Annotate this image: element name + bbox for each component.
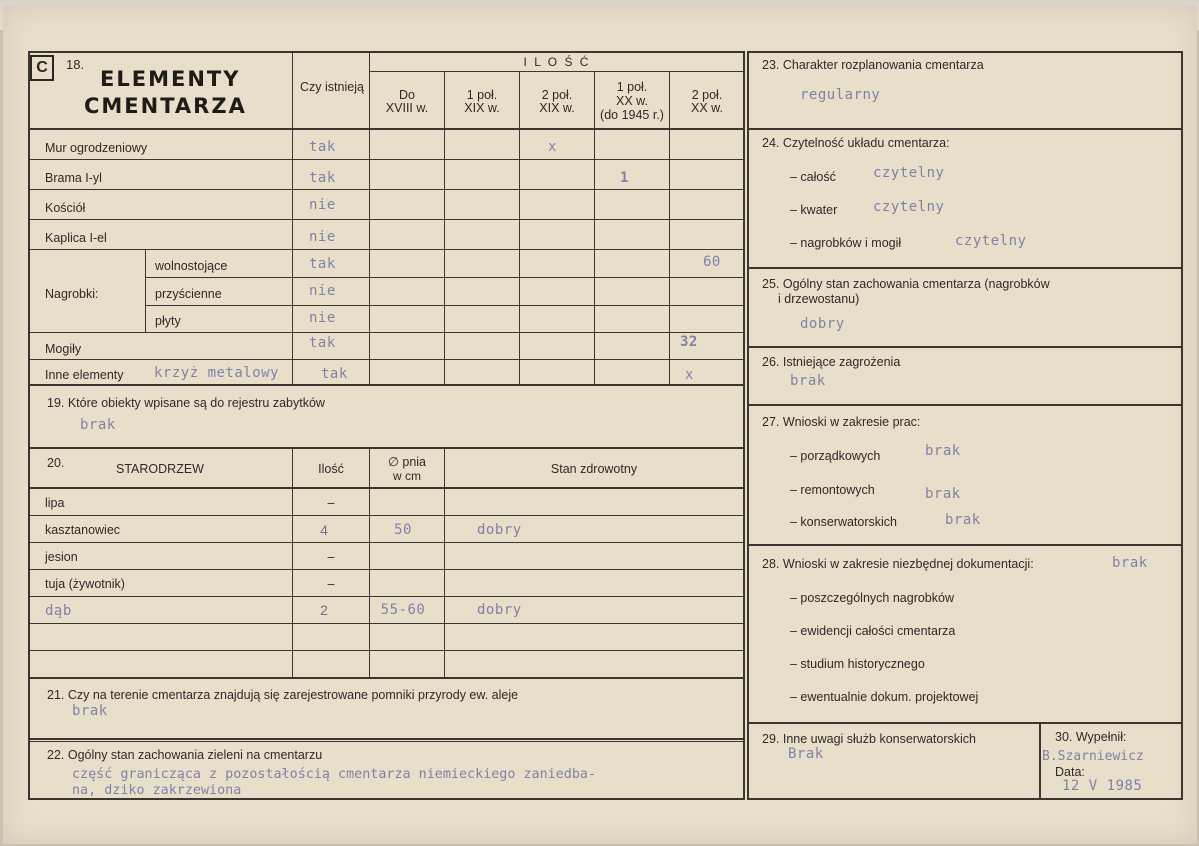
s20-tree-ilosc: 4 [320, 522, 328, 538]
s20-tree-ilosc: – [327, 496, 335, 510]
s18-title-line1: ELEMENTY [100, 67, 241, 91]
s24-bottom-line [747, 267, 1183, 269]
s24-nagrobkow-label: – nagrobków i mogił [790, 236, 902, 250]
s18-czy-value: nie [309, 197, 336, 213]
s18-col-2p19-b: XIX w. [539, 101, 575, 115]
s27-label: 27. Wnioski w zakresie prac: [762, 415, 921, 429]
s18-mark: 1 [620, 170, 629, 186]
s24-kwater-label: – kwater [790, 203, 838, 217]
s20-row-line [28, 569, 745, 570]
s18-czy-value: tak [309, 335, 336, 351]
s29-value: Brak [788, 746, 824, 762]
s26-value: brak [790, 373, 826, 389]
s27-bottom-line [747, 544, 1183, 546]
s18-number: 18. [66, 57, 85, 72]
frame-bottom-right [747, 798, 1183, 800]
frame-middle [743, 51, 745, 800]
s18-vline-1 [292, 51, 293, 384]
s30-date-label: Data: [1055, 765, 1085, 779]
s18-czy-value: nie [309, 229, 336, 245]
frame-right [1181, 51, 1183, 800]
s20-row-line [28, 542, 745, 543]
s18-vline-4 [519, 72, 520, 384]
s28-label: 28. Wnioski w zakresie niezbędnej dokumentacji: [762, 557, 1034, 571]
s30-name: B.Szarniewicz [1042, 749, 1144, 764]
s18-row-label: Kaplica I-el [45, 231, 107, 245]
s18-row-line [28, 332, 745, 333]
s23-bottom-line [747, 128, 1183, 130]
s18-row-line [28, 219, 745, 220]
s18-col-1p19-b: XIX w. [464, 101, 500, 115]
frame-top-right [747, 51, 1183, 53]
s20-bottom-line [28, 677, 745, 679]
s27-porz-label: – porządkowych [790, 449, 881, 463]
s27-porz-value: brak [925, 443, 961, 459]
s20-row-line [28, 623, 745, 624]
s18-row-label: Inne elementy [45, 368, 124, 382]
s20-tree-stan: dobry [477, 602, 522, 618]
s24-calosc-value: czytelny [873, 165, 945, 181]
s18-row-line [145, 305, 745, 306]
s22-value-line1: część granicząca z pozostałością cmentarza niemieckiego zaniedba- [72, 767, 597, 782]
s18-col-ilosc: I L O Ś Ć [523, 55, 591, 69]
s20-col-pnia-a: ∅ pnia [388, 455, 426, 469]
s19-bottom-line [28, 447, 745, 449]
s18-col-1p20-a: 1 poł. [616, 80, 648, 94]
s20-row-line [28, 515, 745, 516]
s26-label: 26. Istniejące zagrożenia [762, 355, 901, 369]
s18-mark: 60 [703, 254, 721, 270]
s18-czy-value: nie [309, 283, 336, 299]
s18-nagrobki-divider [145, 249, 146, 332]
s20-tree-name: jesion [45, 550, 78, 564]
s20-row-line [28, 596, 745, 597]
s18-row-label: przyścienne [155, 287, 222, 301]
s20-tree-pnia: 50 [394, 522, 412, 538]
s20-tree-name: tuja (żywotnik) [45, 577, 125, 591]
s20-tree-name: dąb [45, 603, 72, 619]
section-letter-box: C [30, 55, 54, 81]
s24-label: 24. Czytelność układu cmentarza: [762, 136, 950, 150]
s18-czy-value: tak [309, 170, 336, 186]
s21-bottom-line-2 [28, 741, 745, 742]
s18-title-line2: CMENTARZA [84, 94, 247, 118]
s25-bottom-line [747, 346, 1183, 348]
s20-row-line [28, 650, 745, 651]
s28-bottom-line [747, 722, 1183, 724]
s19-value: brak [80, 417, 116, 433]
s30-label: 30. Wypełnił: [1055, 730, 1127, 744]
s20-header-bottom [28, 487, 745, 489]
s18-vline-6 [669, 72, 670, 384]
s18-nagrobki-label: Nagrobki: [45, 287, 99, 301]
s18-czy-value: nie [309, 310, 336, 326]
s18-row-label: Kościół [45, 201, 86, 215]
s18-mark: 32 [680, 334, 698, 350]
inventory-card [3, 6, 1197, 844]
s18-vline-3 [444, 72, 445, 384]
s20-tree-name: lipa [45, 496, 65, 510]
s20-tree-stan: dobry [477, 522, 522, 538]
s18-col-2p20-b: XX w. [691, 101, 723, 115]
s18-col-2p19-a: 2 poł. [541, 88, 573, 102]
s18-row-label: płyty [155, 314, 181, 328]
s25-value: dobry [800, 316, 845, 332]
s20-number: 20. [47, 456, 65, 470]
s20-col-stan: Stan zdrowotny [550, 462, 638, 476]
s20-vline-3 [444, 449, 445, 678]
frame-right-left [747, 51, 749, 800]
s28-item: – ewidencji całości cmentarza [790, 624, 956, 638]
s18-row-label: Mur ogrodzeniowy [45, 141, 148, 155]
s24-nagrobkow-value: czytelny [955, 233, 1027, 249]
s29-s30-divider [1039, 722, 1041, 799]
s18-col-do18-b: XVIII w. [385, 101, 429, 115]
s18-row-line [28, 189, 745, 190]
s28-item: – ewentualnie dokum. projektowej [790, 690, 979, 704]
s20-tree-name: kasztanowiec [45, 523, 121, 537]
s18-row-label: Mogiły [45, 342, 82, 356]
s18-inne-typed: krzyż metalowy [154, 365, 280, 381]
s23-value: regularny [800, 87, 881, 103]
frame-left [28, 51, 30, 800]
s18-col-czy: Czy istnieją [300, 80, 364, 94]
s18-col-do18-a: Do [399, 88, 415, 102]
s22-value-line2: na, dziko zakrzewiona [72, 783, 242, 798]
s23-label: 23. Charakter rozplanowania cmentarza [762, 58, 984, 72]
s28-item: – poszczególnych nagrobków [790, 591, 954, 605]
s18-czy-value: tak [309, 139, 336, 155]
s20-title: STARODRZEW [116, 462, 204, 476]
s19-label: 19. Które obiekty wpisane są do rejestru zabytków [47, 396, 325, 410]
s25-label-line1: 25. Ogólny stan zachowania cmentarza (nagrobków [762, 277, 1050, 291]
s30-date: 12 V 1985 [1062, 778, 1143, 794]
s18-ilosc-underline [369, 71, 745, 72]
s18-row-line [28, 359, 745, 360]
s27-kons-label: – konserwatorskich [790, 515, 897, 529]
s20-tree-pnia: 55-60 [380, 602, 426, 618]
s18-col-1p20-c: (do 1945 r.) [600, 108, 664, 122]
s25-label-line2: i drzewostanu) [778, 292, 860, 306]
s20-vline-2 [369, 449, 370, 678]
s20-tree-ilosc: – [327, 550, 335, 564]
s18-row-line [28, 249, 745, 250]
s27-rem-label: – remontowych [790, 483, 875, 497]
s18-czy-value: tak [321, 366, 348, 382]
s27-rem-value: brak [925, 486, 961, 502]
s18-row-line [28, 159, 745, 160]
s20-col-ilosc: Ilość [318, 462, 344, 476]
s18-row-label: wolnostojące [155, 259, 228, 273]
s18-col-2p20-a: 2 poł. [691, 88, 723, 102]
s18-mark: x [685, 367, 694, 383]
s21-label: 21. Czy na terenie cmentarza znajdują się zarejestrowane pomniki przyrody ew. aleje [47, 688, 519, 702]
s18-row-line [145, 277, 745, 278]
s18-bottom-line [28, 384, 745, 386]
s27-kons-value: brak [945, 512, 981, 528]
s18-col-1p20-b: XX w. [616, 94, 648, 108]
s21-bottom-line [28, 738, 745, 740]
s18-czy-value: tak [309, 256, 336, 272]
s20-tree-ilosc: 2 [320, 602, 328, 618]
s26-bottom-line [747, 404, 1183, 406]
s29-label: 29. Inne uwagi służb konserwatorskich [762, 732, 977, 746]
s18-col-1p19-a: 1 poł. [466, 88, 498, 102]
frame-top-left [28, 51, 745, 53]
s18-mark: x [548, 139, 557, 155]
s28-item: – studium historycznego [790, 657, 925, 671]
s28-value: brak [1112, 555, 1148, 571]
s20-col-pnia-b: w cm [393, 469, 421, 483]
s18-row-label: Brama I-yl [45, 171, 102, 185]
s21-value: brak [72, 703, 108, 719]
s20-tree-ilosc: – [327, 577, 335, 591]
s24-calosc-label: – całość [790, 170, 836, 184]
s22-label: 22. Ogólny stan zachowania zieleni na cmentarzu [47, 748, 323, 762]
s24-kwater-value: czytelny [873, 199, 945, 215]
s18-header-bottom [28, 128, 745, 130]
